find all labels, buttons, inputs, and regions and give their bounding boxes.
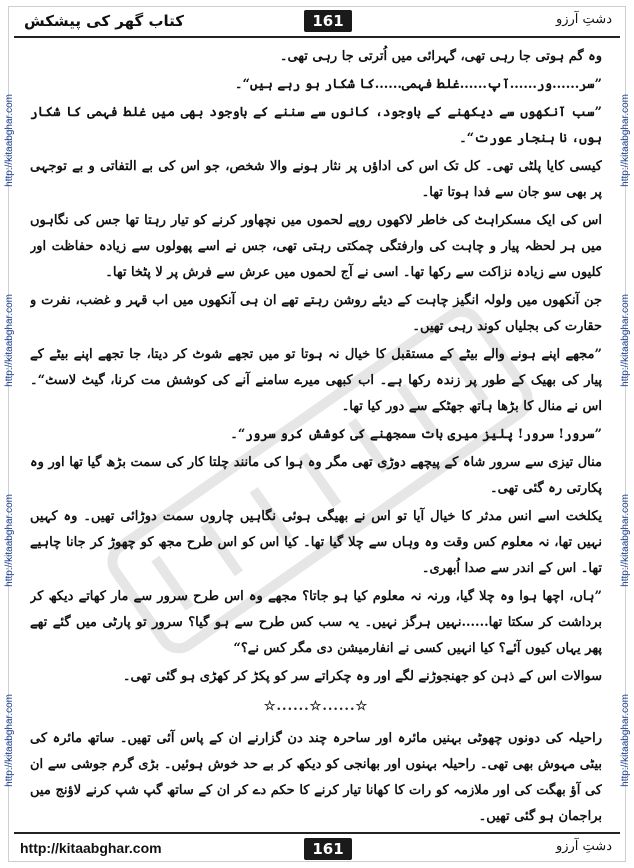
side-url-link[interactable]: http://kitaabghar.com bbox=[3, 93, 15, 187]
footer-novel-title: دشتِ آرزو bbox=[555, 839, 612, 854]
paragraph: راحیلہ کی دونوں چھوٹی بہنیں مائرہ اور ساحرہ چند دن گزارنے ان کے پاس آئی تھیں۔ ساتھ مائرہ کی بیٹی مہوش بھی تھی۔ راحیلہ بہنوں اور بھانجی کو دیکھ کر بے حد خوش ہوئیں۔ بڑی گرم جوشی سے ان کی آؤ بھگت کی اور ملازمہ کو رات کا کھانا تیار کرنے کا حکم دے کر ان کے ساتھ گپ شپ کرنے لاؤنج میں براجمان ہو گئی تھیں۔ bbox=[30, 731, 602, 824]
paragraph: اس کی ایک مسکراہٹ کی خاطر لاکھوں روپے لحموں میں نچھاور کرنے کو تیار رہتا تھا جس کی نگاہوں میں ہر لحظہ پیار و چاہت کی وارفتگی چمکتی رہتی تھی، جس نے اسے پھولوں سے زیادہ حفاظت اور کلیوں سے زیادہ نزاکت سے رکھا تھا۔ اسی نے آج لحموں میں عرش سے فرش پر لا پٹخا تھا۔ bbox=[30, 213, 602, 280]
side-url-link[interactable]: http://kitaabghar.com bbox=[619, 693, 631, 787]
footer-url-link[interactable]: http://kitaabghar.com bbox=[20, 840, 162, 856]
side-url-link[interactable]: http://kitaabghar.com bbox=[3, 693, 15, 787]
publisher-title: کتاب گھر کی پیشکش bbox=[24, 12, 185, 30]
side-url-link[interactable]: http://kitaabghar.com bbox=[3, 293, 15, 387]
paragraph: وہ گم ہوتی جا رہی تھی، گہرائی میں اُترتی جا رہی تھی۔ bbox=[279, 49, 602, 64]
footer-page-number-badge: 161 bbox=[304, 838, 352, 860]
section-divider: ☆......☆......☆ bbox=[263, 699, 369, 714]
page-header bbox=[14, 8, 620, 38]
left-margin-urls bbox=[2, 40, 16, 840]
side-url-link[interactable]: http://kitaabghar.com bbox=[619, 93, 631, 187]
right-margin-urls bbox=[618, 40, 632, 840]
side-url-link[interactable]: http://kitaabghar.com bbox=[3, 493, 15, 587]
paragraph: ”سب آنکھوں سے دیکھنے کے باوجود، کانوں سے سننے کے باوجود بھی میں غلط فہمی کا شکار ہوں، نا ہنجار عورت“۔ bbox=[30, 105, 602, 146]
paragraph: ”سر......ور......آپ......غلط فہمی......کا شکار ہو رہے ہیں“۔ bbox=[234, 77, 602, 92]
paragraph: کیسی کایا پلٹی تھی۔ کل تک اس کی اداؤں پر نثار ہونے والا شخص، جو اس کی بے التفاتی و بے توجہی پر بھی سو جان سے فدا ہوتا تھا۔ bbox=[30, 159, 602, 200]
paragraph: ”ہاں، اچھا ہوا وہ چلا گیا، ورنہ نہ معلوم کیا ہو جاتا؟ مجھے وہ اس طرح سرور سے مار کھاتے دیکھ کر برداشت کر سکتا تھا......نہیں ہرگز نہیں۔ یہ سب کس طرح سے ہو گیا؟ سرور تو پارٹی میں گئے تھے پھر یہاں کیوں آئے؟ کیا انہیں کسی نے انفارمیشن دی مگر کس نے؟“ bbox=[30, 589, 602, 656]
side-url-link[interactable]: http://kitaabghar.com bbox=[619, 493, 631, 587]
page-number-badge: 161 bbox=[304, 10, 352, 32]
paragraph: ”سرور! سرور! پلیز میری بات سمجھنے کی کوشش کرو سرور“۔ bbox=[230, 427, 602, 442]
paragraph: یکلخت اسے انس مدثر کا خیال آیا تو اس نے بھیگی ہوئی نگاہیں چاروں سمت دوڑائی تھیں۔ وہ کہیں نہیں تھا، نہ معلوم کس وقت وہ وہاں سے چلا گیا تھا۔ کیا اس کو اس طرح مجھ کو چھوڑ کر جانا چاہیے تھا۔ اس کے اندر سے صدا اُبھری۔ bbox=[30, 509, 602, 576]
page-content bbox=[30, 44, 602, 824]
paragraph: منال تیزی سے سرور شاہ کے پیچھے دوڑی تھی مگر وہ ہوا کی مانند چلتا کار کی سمت بڑھ گیا تھا اور وہ پکارتی رہ گئی تھی۔ bbox=[30, 455, 602, 496]
novel-title: دشتِ آرزو bbox=[555, 12, 612, 27]
paragraph: جن آنکھوں میں ولولہ انگیز چاہت کے دیئے روشن رہتے تھے ان ہی آنکھوں میں اب قہر و غضب، نفرت و حقارت کی بجلیاں کوند رہی تھیں۔ bbox=[30, 293, 602, 334]
paragraph: سوالات اس کے ذہن کو جھنجوڑنے لگے اور وہ چکراتے سر کو پکڑ کر کھڑی ہو گئی تھی۔ bbox=[122, 669, 602, 684]
page-footer bbox=[14, 832, 620, 862]
paragraph: ”مجھے اپنے ہونے والے بیٹے کے مستقبل کا خیال نہ ہوتا تو میں تجھے شوٹ کر دیتا، جا تجھے اپنے بیٹے کے پیار کی بھیک کے طور پر زندہ رکھا ہے۔ اب کبھی میرے سامنے آنے کی کوشش مت کرنا، گیٹ لاسٹ“۔ اس نے منال کا بڑھا ہاتھ جھٹکے سے دور کیا تھا۔ bbox=[30, 347, 602, 414]
side-url-link[interactable]: http://kitaabghar.com bbox=[619, 293, 631, 387]
